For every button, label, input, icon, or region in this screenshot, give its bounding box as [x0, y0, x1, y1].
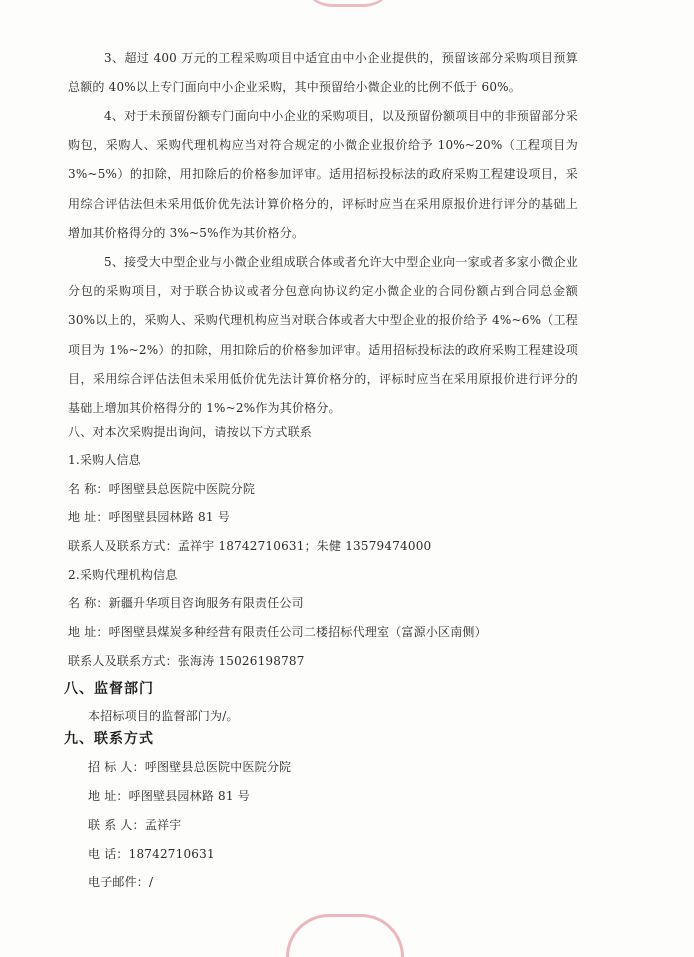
purchaser-name: 名 称：呼图壁县总医院中医院分院 — [68, 482, 256, 496]
supervision-text: 本招标项目的监督部门为/。 — [88, 709, 239, 723]
purchaser-heading: 1.采购人信息 — [68, 453, 141, 467]
contact-email: 电子邮件：/ — [88, 875, 154, 889]
clause-5: 5、接受大中型企业与小微企业组成联合体或者允许大中型企业向一家或者多家小微企业分包的采购项目，对于联合协议或者分包意向协议约定小微企业的合同份额占到合同总金额 30%以上的，采购人、采购代理机构应当对联合体或者大中型企业的报价给予 4%~6%（工程项目为 1%~2%）的扣除，用扣除后的价格参加评审。适用招标投标法的政府采购工程建设项目，采用综合评估法但未采用低价优先法计算价格分的，评标时应当在采用原报价进行评分的基础上增加其价格得分的 1%~2%作为其价格分。 — [68, 255, 578, 416]
inquiry-title: 八、对本次采购提出询问，请按以下方式联系 — [68, 425, 313, 439]
contact-bidder: 招 标 人：呼图壁县总医院中医院分院 — [88, 760, 292, 774]
supervision-title: 八、监督部门 — [64, 681, 154, 697]
agency-contact: 联系人及联系方式：张海涛 15026198787 — [68, 654, 305, 668]
red-seal-stamp-bottom — [286, 914, 404, 957]
clause-3: 3、超过 400 万元的工程采购项目中适宜由中小企业提供的，预留该部分采购项目预算总额的 40%以上专门面向中小企业采购，其中预留给小微企业的比例不低于 60%。 — [68, 51, 578, 95]
contact-person: 联 系 人：孟祥宇 — [88, 818, 182, 832]
red-seal-stamp-top — [300, 0, 396, 7]
contact-phone: 电 话：18742710631 — [88, 847, 215, 861]
agency-name: 名 称：新疆升华项目咨询服务有限责任公司 — [68, 596, 304, 610]
clause-4: 4、对于未预留份额专门面向中小企业的采购项目，以及预留份额项目中的非预留部分采购包，采购人、采购代理机构应当对符合规定的小微企业报价给予 10%~20%（工程项目为 3%~5%）的扣除，用扣除后的价格参加评审。适用招标投标法的政府采购工程建设项目，采用综合评估法但未采用低价优先法计算价格分的，评标时应当在采用原报价进行评分的基础上增加其价格得分的 3%~5%作为其价格分。 — [68, 109, 578, 240]
contact-title: 九、联系方式 — [64, 731, 154, 747]
agency-address: 地 址：呼图壁县煤炭多种经营有限责任公司二楼招标代理室（富源小区南侧） — [68, 625, 487, 639]
contact-address: 地 址：呼图壁县园林路 81 号 — [88, 789, 250, 803]
agency-heading: 2.采购代理机构信息 — [68, 568, 178, 582]
purchaser-contact: 联系人及联系方式：孟祥宇 18742710631；朱健 13579474000 — [68, 539, 432, 553]
purchaser-address: 地 址：呼图壁县园林路 81 号 — [68, 510, 230, 524]
